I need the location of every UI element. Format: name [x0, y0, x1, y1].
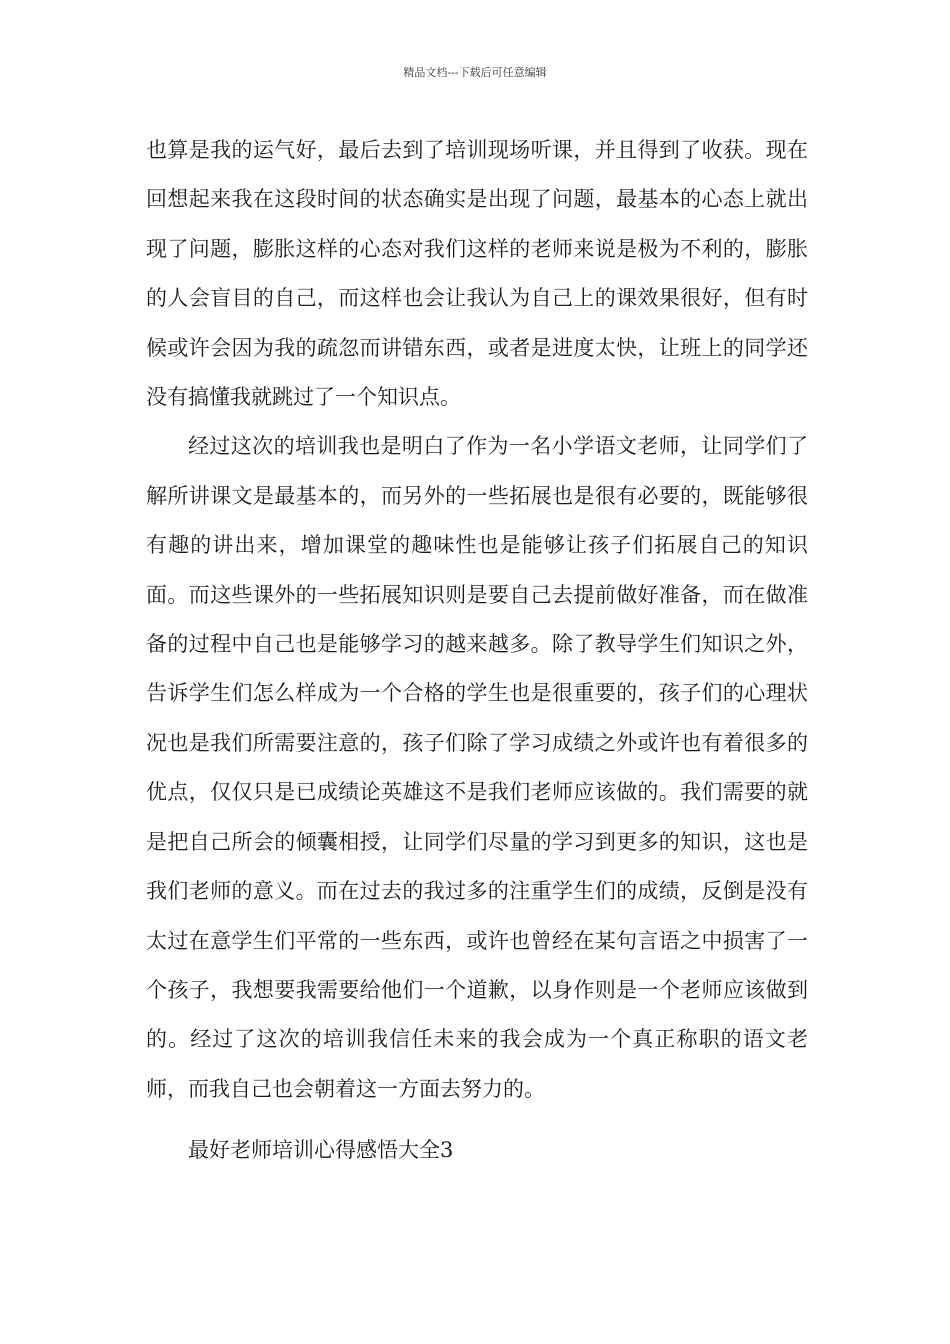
paragraph: 经过这次的培训我也是明白了作为一名小学语文老师，让同学们了解所讲课文是最基本的，而另外的一些拓展也是很有必要的，既能够很有趣的讲出来，增加课堂的趣味性也是能够让孩子们拓展自己的知识面。而这些课外的一些拓展知识则是要自己去提前做好准备，而在做准备的过程中自己也是能够学习的越来越多。除了教导学生们知识之外，告诉学生们怎么样成为一个合格的学生也是很重要的，孩子们的心理状况也是我们所需要注意的，孩子们除了学习成绩之外或许也有着很多的优点，仅仅只是已成绩论英雄这不是我们老师应该做的。我们需要的就是把自己所会的倾囊相授，让同学们尽量的学习到更多的知识，这也是我们老师的意义。而在过去的我过多的注重学生们的成绩，反倒是没有太过在意学生们平常的一些东西，或许也曾经在某句言语之中损害了一个孩子，我想要我需要给他们一个道歉，以身作则是一个老师应该做到的。经过了这次的培训我信任未来的我会成为一个真正称职的语文老师，而我自己也会朝着这一方面去努力的。 [146, 434, 808, 1101]
paragraph-continued: 也算是我的运气好，最后去到了培训现场听课，并且得到了收获。现在回想起来我在这段时间的状态确实是出现了问题，最基本的心态上就出现了问题，膨胀这样的心态对我们这样的老师来说是极为不利的，膨胀的人会盲目的自己，而这样也会让我认为自己上的课效果很好，但有时候或许会因为我的疏忽而讲错东西，或者是进度太快，让班上的同学还没有搞懂我就跳过了一个知识点。 [146, 138, 808, 410]
page-header: 精品文档---下载后可任意编辑 [403, 66, 547, 79]
document-body [146, 126, 808, 1176]
section-heading: 最好老师培训心得感悟大全3 [188, 1138, 454, 1163]
